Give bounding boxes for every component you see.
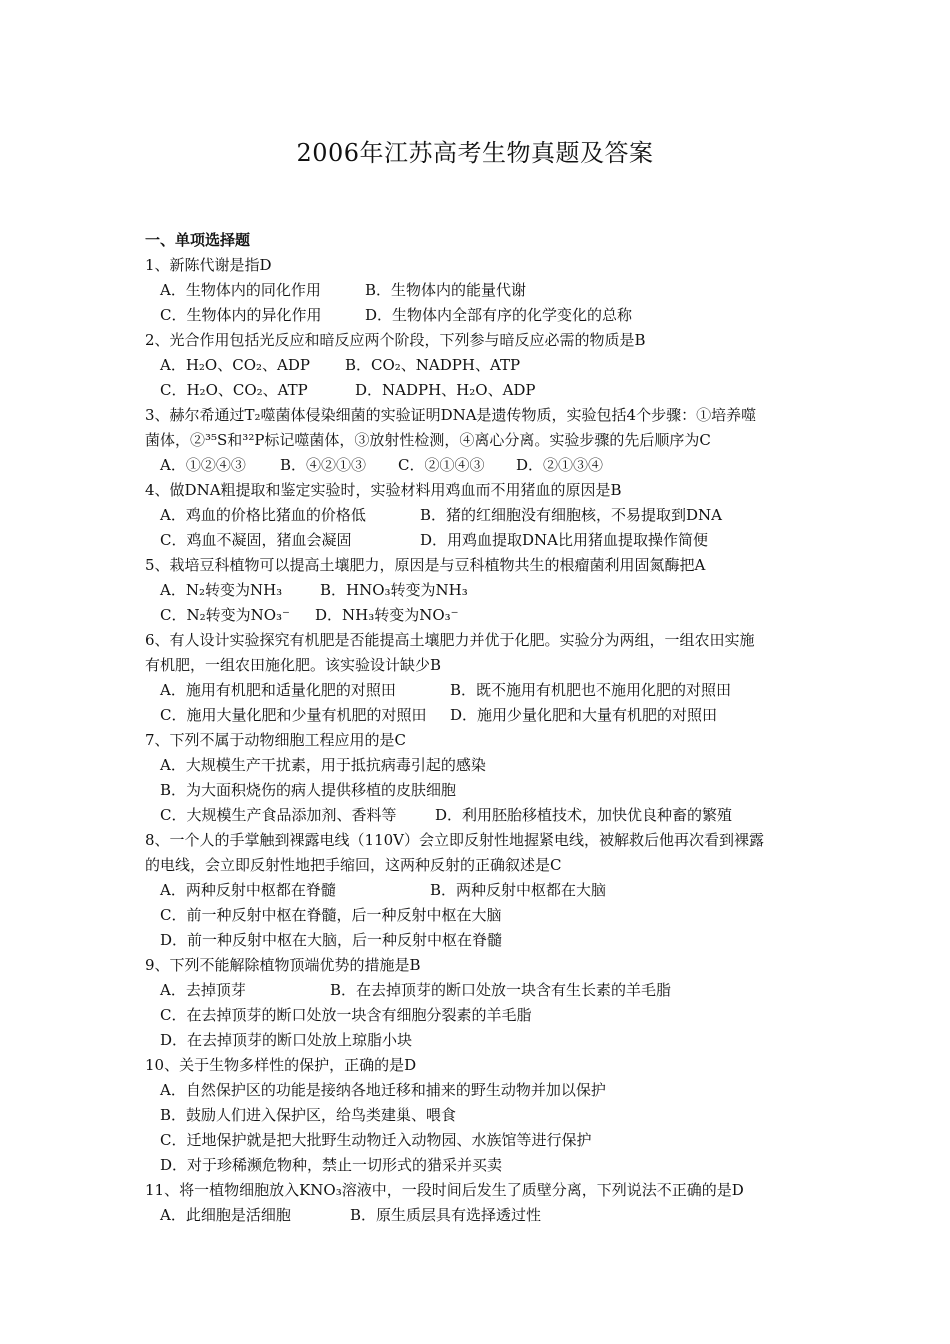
answer-option: D．用鸡血提取DNA比用猪血提取操作简便 xyxy=(420,531,709,549)
question-stem: 的电线，会立即反射性地把手缩回，这两种反射的正确叙述是C xyxy=(145,856,562,874)
question-stem: 8、一个人的手掌触到裸露电线（110V）会立即反射性地握紧电线，被解救后他再次看到裸露 xyxy=(145,831,765,849)
option-row xyxy=(145,603,825,628)
question-stem: 7、下列不属于动物细胞工程应用的是C xyxy=(145,731,407,749)
option-row xyxy=(145,1028,825,1053)
answer-option: B．在去掉顶芽的断口处放一块含有生长素的羊毛脂 xyxy=(330,981,672,999)
option-row xyxy=(145,778,825,803)
option-row xyxy=(145,978,825,1003)
section-heading: 一、单项选择题 xyxy=(145,231,251,249)
answer-option: D．对于珍稀濒危物种，禁止一切形式的猎采并买卖 xyxy=(160,1156,503,1174)
option-row xyxy=(145,1203,825,1228)
question-stem: 4、做DNA粗提取和鉴定实验时，实验材料用鸡血而不用猪血的原因是B xyxy=(145,481,622,499)
answer-option: C．N₂转变为NO₃⁻ xyxy=(160,606,290,624)
question-2 xyxy=(145,328,825,403)
question-1 xyxy=(145,253,825,328)
option-row xyxy=(145,1153,825,1178)
answer-option: A．①②④③ xyxy=(160,456,246,474)
answer-option: D．施用少量化肥和大量有机肥的对照田 xyxy=(450,706,718,724)
option-row xyxy=(145,278,825,303)
answer-option: C．在去掉顶芽的断口处放一块含有细胞分裂素的羊毛脂 xyxy=(160,1006,532,1024)
answer-option: C．施用大量化肥和少量有机肥的对照田 xyxy=(160,706,427,724)
option-row xyxy=(145,528,825,553)
answer-option: D．NH₃转变为NO₃⁻ xyxy=(315,606,459,624)
question-7 xyxy=(145,728,825,828)
answer-option: C．鸡血不凝固，猪血会凝固 xyxy=(160,531,352,549)
question-10 xyxy=(145,1053,825,1178)
question-3 xyxy=(145,403,825,478)
option-row xyxy=(145,753,825,778)
answer-option: A．鸡血的价格比猪血的价格低 xyxy=(160,506,366,524)
answer-option: C．②①④③ xyxy=(398,456,485,474)
question-6 xyxy=(145,628,825,728)
answer-option: B．鼓励人们进入保护区，给鸟类建巢、喂食 xyxy=(160,1106,457,1124)
question-stem: 2、光合作用包括光反应和暗反应两个阶段，下列参与暗反应必需的物质是B xyxy=(145,331,646,349)
option-row xyxy=(145,678,825,703)
option-row xyxy=(145,703,825,728)
option-row xyxy=(145,378,825,403)
option-row xyxy=(145,453,825,478)
question-11 xyxy=(145,1178,825,1228)
question-stem: 5、栽培豆科植物可以提高土壤肥力，原因是与豆科植物共生的根瘤菌利用固氮酶把A xyxy=(145,556,706,574)
question-stem: 6、有人设计实验探究有机肥是否能提高土壤肥力并优于化肥。实验分为两组，一组农田实施 xyxy=(145,631,755,649)
answer-option: B．为大面积烧伤的病人提供移植的皮肤细胞 xyxy=(160,781,457,799)
answer-option: B．④②①③ xyxy=(280,456,367,474)
option-row xyxy=(145,928,825,953)
option-row xyxy=(145,903,825,928)
question-stem: 有机肥，一组农田施化肥。该实验设计缺少B xyxy=(145,656,442,674)
question-stem: 10、关于生物多样性的保护，正确的是D xyxy=(145,1056,417,1074)
answer-option: B．原生质层具有选择透过性 xyxy=(350,1206,542,1224)
answer-option: A．施用有机肥和适量化肥的对照田 xyxy=(160,681,396,699)
question-4 xyxy=(145,478,825,553)
answer-option: A．自然保护区的功能是接纳各地迁移和捕来的野生动物并加以保护 xyxy=(160,1081,606,1099)
answer-option: D．②①③④ xyxy=(516,456,604,474)
option-row xyxy=(145,803,825,828)
question-list xyxy=(145,228,825,1228)
answer-option: C．H₂O、CO₂、ATP xyxy=(160,381,308,399)
answer-option: A．N₂转变为NH₃ xyxy=(160,581,283,599)
answer-option: A．生物体内的同化作用 xyxy=(160,281,321,299)
question-stem: 11、将一植物细胞放入KNO₃溶液中，一段时间后发生了质壁分离，下列说法不正确的是D xyxy=(145,1181,744,1199)
question-5 xyxy=(145,553,825,628)
option-row xyxy=(145,578,825,603)
option-row xyxy=(145,1103,825,1128)
answer-option: B．生物体内的能量代谢 xyxy=(365,281,527,299)
answer-option: A．大规模生产干扰素，用于抵抗病毒引起的感染 xyxy=(160,756,486,774)
answer-option: A．去掉顶芽 xyxy=(160,981,246,999)
option-row xyxy=(145,303,825,328)
answer-option: B．两种反射中枢都在大脑 xyxy=(430,881,607,899)
answer-option: B．猪的红细胞没有细胞核，不易提取到DNA xyxy=(420,506,723,524)
answer-option: D．生物体内全部有序的化学变化的总称 xyxy=(365,306,633,324)
answer-option: D．NADPH、H₂O、ADP xyxy=(355,381,536,399)
question-8 xyxy=(145,828,825,953)
option-row xyxy=(145,1128,825,1153)
answer-option: A．H₂O、CO₂、ADP xyxy=(160,356,310,374)
option-row xyxy=(145,878,825,903)
answer-option: D．前一种反射中枢在大脑，后一种反射中枢在脊髓 xyxy=(160,931,503,949)
answer-option: B．既不施用有机肥也不施用化肥的对照田 xyxy=(450,681,732,699)
question-stem: 1、新陈代谢是指D xyxy=(145,256,272,274)
question-stem: 9、下列不能解除植物顶端优势的措施是B xyxy=(145,956,421,974)
answer-option: B．HNO₃转变为NH₃ xyxy=(320,581,468,599)
answer-option: B．CO₂、NADPH、ATP xyxy=(345,356,521,374)
option-row xyxy=(145,1078,825,1103)
question-9 xyxy=(145,953,825,1053)
option-row xyxy=(145,353,825,378)
answer-option: A．两种反射中枢都在脊髓 xyxy=(160,881,336,899)
answer-option: C．迁地保护就是把大批野生动物迁入动物园、水族馆等进行保护 xyxy=(160,1131,592,1149)
answer-option: C．大规模生产食品添加剂、香料等 xyxy=(160,806,397,824)
answer-option: D．利用胚胎移植技术，加快优良种畜的繁殖 xyxy=(435,806,733,824)
option-row xyxy=(145,1003,825,1028)
answer-option: D．在去掉顶芽的断口处放上琼脂小块 xyxy=(160,1031,413,1049)
answer-option: A．此细胞是活细胞 xyxy=(160,1206,291,1224)
page-title: 2006年江苏高考生物真题及答案 xyxy=(296,139,654,167)
question-stem: 菌体，②³⁵S和³²P标记噬菌体，③放射性检测，④离心分离。实验步骤的先后顺序为C xyxy=(145,431,711,449)
answer-option: C．前一种反射中枢在脊髓，后一种反射中枢在大脑 xyxy=(160,906,502,924)
question-stem: 3、赫尔希通过T₂噬菌体侵染细菌的实验证明DNA是遗传物质，实验包括4个步骤：①培养噬 xyxy=(145,406,757,424)
answer-option: C．生物体内的异化作用 xyxy=(160,306,322,324)
option-row xyxy=(145,503,825,528)
